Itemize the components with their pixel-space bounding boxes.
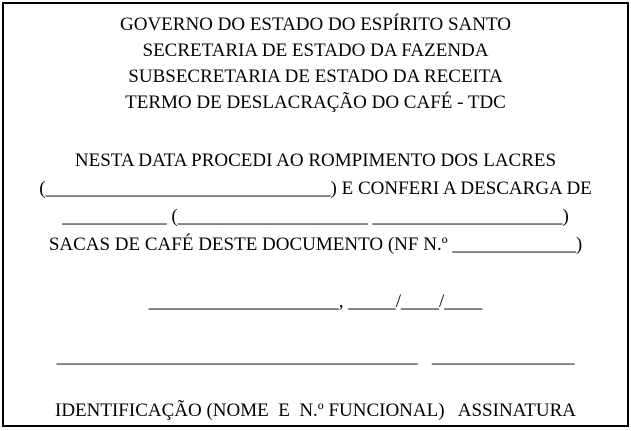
body-line-1: NESTA DATA PROCEDI AO ROMPIMENTO DOS LACRES: [74, 150, 557, 171]
body-line-4: SACAS DE CAFÉ DESTE DOCUMENTO (NF N.º _____________): [48, 234, 583, 255]
form-title: TERMO DE DESLACRAÇÃO DO CAFÉ - TDC: [125, 92, 506, 113]
tdc-form: [2, 2, 629, 427]
body-line-2: (______________________________) E CONFERI A DESCARGA DE: [39, 178, 592, 199]
body-line-3: ___________ (____________________ ____________________): [62, 206, 569, 227]
footer-labels: IDENTIFICAÇÃO (NOME E N.º FUNCIONAL) ASSINATURA: [55, 400, 576, 421]
header-secretariat: SECRETARIA DE ESTADO DA FAZENDA: [142, 40, 489, 61]
date-line: ____________________, _____/____/____: [148, 291, 483, 312]
signature-lines: ______________________________________ _______________: [56, 346, 575, 367]
header-government: GOVERNO DO ESTADO DO ESPÍRITO SANTO: [120, 14, 511, 35]
header-subsecretariat: SUBSECRETARIA DE ESTADO DA RECEITA: [128, 66, 503, 87]
